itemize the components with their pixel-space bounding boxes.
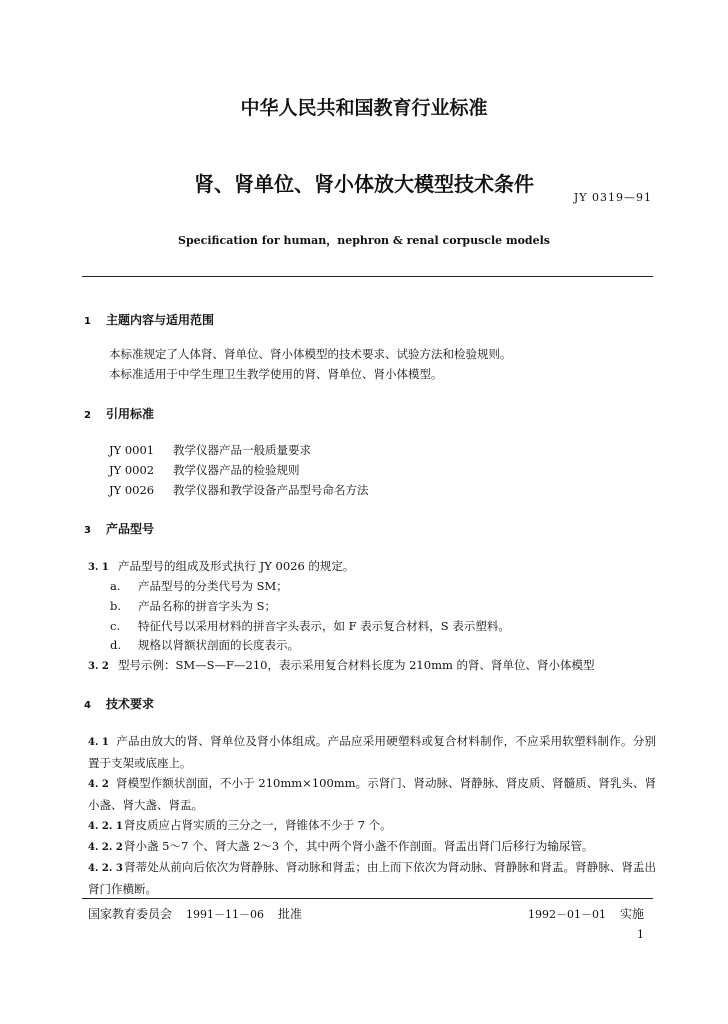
clause-number: 4. 2. 3 (88, 863, 123, 874)
clause-number: 4. 2. 1 (88, 821, 123, 832)
issuer: 国家教育委员会 (88, 907, 173, 921)
approve-label: 批准 (278, 907, 303, 921)
reference-text: 教学仪器产品一般质量要求 (173, 443, 311, 457)
section-4-number: 4 (84, 700, 91, 711)
section-2-number: 2 (84, 410, 91, 421)
section-3-number: 3 (84, 525, 91, 536)
list-item-c (110, 618, 510, 634)
reference-code: JY 0002 (109, 463, 155, 477)
clause-4-2-1 (88, 815, 656, 837)
document-title: 肾、肾单位、肾小体放大模型技术条件 (194, 172, 534, 196)
list-letter: d. (110, 638, 122, 652)
clause-number: 3. 1 (88, 562, 109, 573)
list-text: 产品名称的拼音字头为 S； (138, 599, 277, 613)
clause-text: 肾皮质应占肾实质的三分之一，肾锥体不少于 7 个。 (124, 818, 392, 832)
list-item-a (110, 578, 288, 594)
clause-text: 产品型号的组成及形式执行 JY 0026 的规定。 (118, 559, 355, 573)
list-letter: c. (110, 619, 121, 633)
implement-label: 实施 (619, 907, 644, 921)
section-1-paragraph: 本标准适用于中学生理卫生教学使用的肾、肾单位、肾小体模型。 (109, 367, 443, 381)
footer-implementation (514, 905, 644, 922)
section-3-title: 产品型号 (106, 522, 155, 536)
section-4-title: 技术要求 (106, 697, 155, 711)
standard-number: JY 0319—91 (573, 191, 652, 204)
list-text: 产品型号的分类代号为 SM； (138, 579, 288, 593)
english-title: Specification for human，nephron & renal corpuscle models (178, 234, 550, 247)
reference-code: JY 0001 (109, 443, 155, 457)
reference-item (109, 482, 369, 498)
clause-number: 3. 2 (88, 661, 109, 672)
reference-text: 教学仪器产品的检验规则 (173, 463, 300, 477)
clause-4-2-2 (88, 836, 656, 858)
section-2-title: 引用标准 (106, 407, 155, 421)
section-1-heading (84, 311, 214, 328)
page-number: 1 (637, 928, 644, 941)
clause-number: 4. 2 (88, 779, 109, 790)
reference-code: JY 0026 (109, 483, 155, 497)
section-1-title: 主题内容与适用范围 (106, 313, 215, 327)
list-letter: b. (110, 599, 122, 613)
clause-number: 4. 2. 2 (88, 842, 123, 853)
list-letter: a. (110, 579, 121, 593)
approve-date: 1991－11－06 (186, 908, 265, 921)
implement-date: 1992－01－01 (527, 908, 606, 921)
list-text: 特征代号以采用材料的拼音字头表示，如 F 表示复合材料，S 表示塑料。 (138, 619, 510, 633)
clause-4-2 (88, 773, 656, 816)
section-4-heading (84, 695, 154, 712)
clause-number: 4. 1 (88, 737, 109, 748)
section-2-heading (84, 405, 154, 422)
clause-text: 型号示例：SM—S—F—210，表示采用复合材料长度为 210mm 的肾、肾单位、肾小体模型 (118, 658, 595, 672)
clause-4-1 (88, 731, 656, 774)
list-item-b (110, 598, 276, 614)
footer-approval (88, 905, 302, 922)
reference-item (109, 462, 300, 478)
reference-text: 教学仪器和教学设备产品型号命名方法 (173, 483, 369, 497)
clause-4-2-3 (88, 857, 656, 900)
list-item-d (110, 637, 299, 653)
section-1-number: 1 (84, 316, 91, 327)
list-text: 规格以肾额状剖面的长度表示。 (138, 638, 299, 652)
clause-3-1 (88, 558, 354, 574)
reference-item (109, 442, 311, 458)
section-3-heading (84, 520, 154, 537)
clause-3-2 (88, 657, 595, 673)
bottom-rule (82, 898, 653, 899)
top-rule (82, 276, 653, 277)
clause-text: 肾蒂处从前向后依次为肾静脉、肾动脉和肾盂；由上而下依次为肾动脉、肾静脉和肾盂。肾静脉、肾盂出肾门作横断。 (88, 860, 656, 896)
header-title: 中华人民共和国教育行业标准 (240, 97, 488, 119)
clause-text: 肾小盏 5～7 个、肾大盏 2～3 个，其中两个肾小盏不作剖面。肾盂出肾门后移行为输尿管。 (124, 839, 594, 853)
clause-text: 肾模型作额状剖面，不小于 210mm×100mm。示肾门、肾动脉、肾静脉、肾皮质、肾髓质、肾乳头、肾小盏、肾大盏、肾盂。 (88, 776, 656, 812)
clause-text: 产品由放大的肾、肾单位及肾小体组成。产品应采用硬塑料或复合材料制作，不应采用软塑料制作。分别置于支架或底座上。 (88, 734, 656, 770)
section-1-paragraph: 本标准规定了人体肾、肾单位、肾小体模型的技术要求、试验方法和检验规则。 (109, 347, 512, 361)
